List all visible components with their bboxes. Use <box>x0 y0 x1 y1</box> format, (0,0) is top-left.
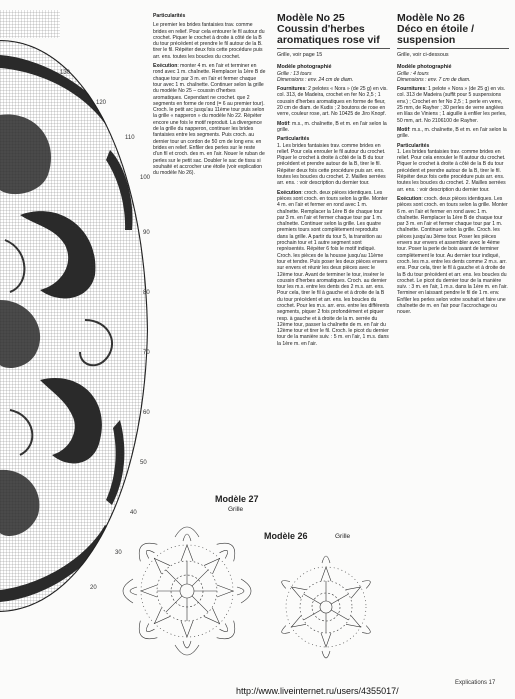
model-25-name-line2: aromatiques rose vif <box>277 34 380 46</box>
photo-grille: Grille : 4 tours <box>397 70 429 77</box>
model-27-grille-label: Grille <box>228 506 244 513</box>
motif-label: Motif <box>277 120 290 127</box>
model-26-column <box>397 13 509 319</box>
chart-row-number: 90 <box>143 230 150 236</box>
particularites-text: 1. Les brides fantaisies trav. comme brides en relief. Pour cela enrouler le fil autour du crochet. Piquer le crochet à droite à côté de la B du tour précédent et prendre autour de la B, tirer le fil. Répéter deux fois cette procédure puis arr. ens. toutes les boucles du crochet. 2. Mailles serrées arr. ens. : voir description du dernier tour. <box>397 148 506 193</box>
model-25-name-line1: Coussin d'herbes <box>277 23 365 35</box>
page-number: Explications 17 <box>455 680 496 686</box>
execution-label: Exécution <box>153 63 178 70</box>
motif-label: Motif <box>397 126 410 133</box>
photo-grille: Grille : 13 tours <box>277 70 312 77</box>
fournitures-text: : 1 pelote « Nora » (de 25 g) en vis. col. 313 de Madeira (suffit pour 5 suspensions env.) ; Crochet en fer No 2,5 ; 1 perle en verre, 25 mm, de Rayher ; 30 perles de verre anglées en lilas de Viniens ; 1 aiguille à enfiler les perles, 50 mm, art. No 2106100 de Rayher. <box>397 86 507 124</box>
execution-text: : croch. deux pièces identiques. Les pièces sont croch. en tours selon la grille. Monter 4 m. en l'air et fermer en rond avec 1 m. chaînette. Remplacer la 1ère B de chaque tour par 3 m. en l'air et fermer chaque tour par 1 m. chaînette. Continuer selon la grille. Les quatre premiers tours sont complètement reproduits dans la grille. A partir du tour 5, la transition au prochain tour et 1 autre segment sont représentés. Répéter 6 fois le motif indiqué. Croch. les pièces de la housse jusqu'au 11ème tour et tendre. Puis poser les deux pièces envers sur envers et réunir les deux pièces avec le 12ème tour. Avant de terminer le tour, insérer le coussin d'herbes aromatiques. Croch. au dernier tour les m.s. entre les dents des 2 m.s. arr. ens. Pour cela, tirer le fil à gauche et à droite de la B du tour précédent et arr. ens. les boucles du crochet. Pour les m.s. arr. ens. entre les différents segments, piquer 2 fois profondément et piquer resp. à gauche et à droite de la m. serrée du 12ème tour, passer la chaînette de m. en l'air du 12ème tour et tirer le fil. Croch. le picot du dernier tour de la manière suiv. : 5 m. en l'air, 1 m.s. dans la 1ère m. en l'air. <box>277 189 390 347</box>
chart-row-number: 110 <box>125 135 135 141</box>
model-26-name-line2: suspension <box>397 34 456 46</box>
chart-row-number: 40 <box>130 510 137 516</box>
model-26-label: Modèle 26 <box>264 531 308 541</box>
chart-row-number: 100 <box>140 175 151 181</box>
particularites-text: 1. Les brides fantaisies trav. comme brides en relief. Pour cela enrouler le fil autour du crochet. Piquer le crochet à droite à côté de la B du tour précédent et prendre autour de la B, tirer le fil. Répéter deux fois cette procédure puis arr. ens. toutes les boucles du crochet. 2. Mailles serrées arr. ens. : voir description du dernier tour. <box>277 142 386 187</box>
particularites-label: Particularités <box>397 142 430 149</box>
divider <box>277 48 390 49</box>
model-25-column <box>277 13 390 350</box>
model-26-grille-label: Grille <box>335 533 351 540</box>
model-26-name-line1: Déco en étoile / <box>397 23 475 35</box>
chart-row-number: 120 <box>96 100 107 106</box>
chart-row-number: 50 <box>140 460 147 466</box>
divider <box>397 48 509 49</box>
chart-row-number: 20 <box>90 585 97 591</box>
model-27-crochet-diagram <box>112 510 262 672</box>
model-27-label: Modèle 27 <box>215 494 259 504</box>
model-25-number: Modèle No 25 <box>277 12 345 24</box>
execution-text: : monter 4 m. en l'air et terminer en rond avec 1 m. chaînette. Remplacer la 1ère B de chaque tour par 3 m. en l'air et fermer chaque tour avec 1 m. chaînette. Continuer selon la grille du modèle No 25 – coussin d'herbes aromatiques. Cependant ne crochet. que 2 segments en forme de rond (= 6 au premier tour). Croch. le petit arc jusqu'au 11ème tour puis selon la grille « napperon » du modèle No 22. Répéter encore une fois le motif reproduit. La divergence de la grille du napperon, continuer les brides fantaisies entre les segments. Puis croch. au dernier tour un cordon de 50 cm de long env. en brides en relief. Enfiler des perles sur le reste d'un fil et croch. des m. en l'air. Nouer le ruban de perles sur le petit sac. Doubler le sac de tissu si souhaité et accrocher une étoile (voir explication du modèle No 26). <box>153 63 266 177</box>
instructions-intro-column <box>153 13 266 179</box>
model-25-title <box>277 13 390 46</box>
model-26-subtitle: Grille, voir ci-dessous <box>397 52 449 58</box>
photo-dimensions: Dimensions : env. 24 cm de diam. <box>277 76 354 83</box>
motif-text: : m.s., m. chaînette, B et m. en l'air selon la grille. <box>277 120 387 133</box>
chart-row-number: 130 <box>60 70 71 76</box>
model-26-crochet-diagram <box>262 543 390 671</box>
section-heading: Particularités <box>153 13 186 19</box>
model-26-number: Modèle No 26 <box>397 12 465 24</box>
photo-label: Modèle photographié <box>397 64 452 71</box>
chart-row-number: 30 <box>115 550 122 556</box>
execution-label: Exécution <box>397 195 422 202</box>
photo-dimensions: Dimensions : env. 7 cm de diam. <box>397 76 471 83</box>
fournitures-text: : 2 pelotes « Nora » (de 25 g) en vis. col. 313, de Madeira, crochet en fer No 2,5 ; 1 coussin d'herbes aromatiques en forme de fleur, 20 cm de diam. de Kudis ; 2 boutons de rose en verre, couleur rose, art. No 10425 de Jiro Knopf. <box>277 86 388 118</box>
chart-row-number: 80 <box>143 290 150 296</box>
model-26-title <box>397 13 509 46</box>
fournitures-label: Fournitures <box>397 86 426 93</box>
photo-label: Modèle photographié <box>277 64 332 71</box>
motif-text: : m.s., m. chaînette, B et m. en l'air selon la grille. <box>397 126 507 140</box>
chart-row-number: 60 <box>143 410 150 416</box>
chart-row-number: 70 <box>143 350 150 356</box>
source-url[interactable]: http://www.liveinternet.ru/users/4355017/ <box>236 686 399 696</box>
execution-text: : croch. deux pièces identiques. Les pièces sont croch. en tours selon la grille. Monter 6 m. en l'air et fermer en rond avec 1 m. chaînette. Remplacer la 1ère B de chaque tour par 3 m. en l'air et fermer chaque tour par 1 m. chaînette. Continuer selon la grille. Croch. les pièces jusqu'au 3ème tour. Poser les pièces envers sur envers et assembler avec le 4ème tour. Poser la perle de bois avant de terminer complètement le tour. Au dernier tour indiqué, croch. les m.s. entre les dents comme 2 m.s. arr. ens. Pour cela, tirer le fil à gauche et à droite de la B du tour précédent et arr. ens. les boucles du crochet. Le picot du dernier tour de la manière suiv. : 3 m. en l'air, 1 m.s. dans la 1ère m. en l'air. Terminer en laissant pendre le fil de 1 m. env. Enfiler les perles selon votre souhait et faire une chaînette de m. en l'air pour l'accrochage ou nouer. <box>397 195 508 316</box>
execution-label: Exécution <box>277 189 302 196</box>
particularites-label: Particularités <box>277 136 310 143</box>
fournitures-label: Fournitures <box>277 86 306 93</box>
model-25-subtitle: Grille, voir page 15 <box>277 52 323 58</box>
particularites-text: Le premier les brides fantaisies trav. comme brides en relief. Pour cela entourer le fil autour du crochet. Piquer le crochet à droite à côté de la B du tour précédent et prendre le fil autour de la B. tirer le fil. Répéter deux fois cette procédure puis arr. ens. toutes les boucles du crochet. <box>153 22 265 60</box>
